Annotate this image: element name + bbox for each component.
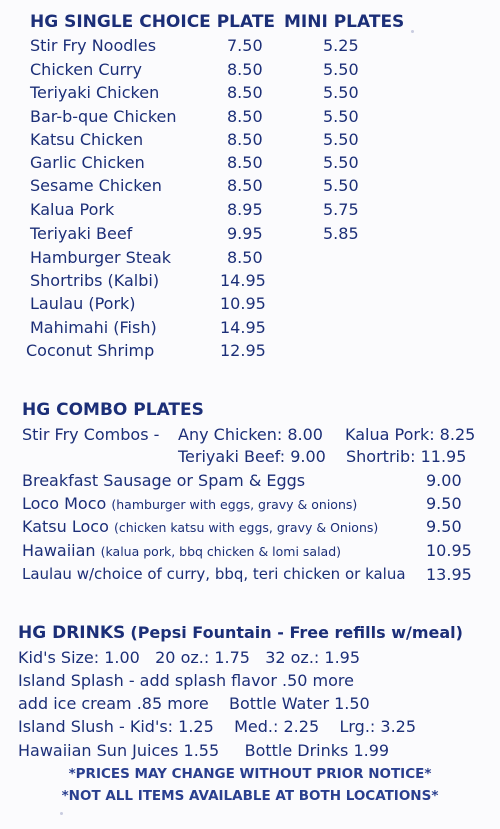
menu-item-price: 8.50 [227, 60, 263, 79]
single-plate-heading: HG SINGLE CHOICE PLATE [30, 12, 276, 32]
combo-item-price: 9.00 [426, 471, 462, 490]
combo-item-name: Katsu Loco [22, 517, 109, 536]
stir-fry-combo-label: Stir Fry Combos - [22, 425, 160, 444]
menu-item-name: Shortribs (Kalbi) [30, 271, 160, 290]
mini-plate-price: 5.50 [323, 83, 359, 102]
mini-plates-heading: MINI PLATES [284, 12, 405, 32]
combo-item-description: (chicken katsu with eggs, gravy & Onions) [113, 520, 379, 535]
drinks-line: Island Slush - Kid's: 1.25 Med.: 2.25 Lrg.: 3.25 [18, 717, 417, 736]
combo-item [22, 494, 357, 513]
mini-plate-price: 5.50 [323, 176, 359, 195]
menu-item-name: Bar-b-que Chicken [30, 107, 177, 126]
menu-item-price: 8.50 [227, 176, 263, 195]
combo-item-price: 10.95 [426, 541, 472, 560]
combo-teriyaki-beef: Teriyaki Beef: 9.00 [178, 447, 326, 466]
scan-speck [60, 812, 63, 815]
mini-plate-price: 5.75 [323, 200, 359, 219]
menu-item-price: 8.50 [227, 83, 263, 102]
drinks-heading: HG DRINKS [18, 623, 126, 643]
menu-item-price: 8.50 [227, 153, 263, 172]
combo-shortrib: Shortrib: 11.95 [346, 447, 467, 466]
menu-item-price: 12.95 [220, 341, 266, 360]
menu-item-price: 8.50 [227, 130, 263, 149]
combo-item-description: (kalua pork, bbq chicken & lomi salad) [100, 544, 342, 559]
combo-item-name: Loco Moco [22, 494, 107, 513]
menu-item-price: 8.50 [227, 107, 263, 126]
price-change-notice: *PRICES MAY CHANGE WITHOUT PRIOR NOTICE* [68, 766, 432, 782]
menu-item-name: Hamburger Steak [30, 248, 172, 267]
combo-item [22, 541, 341, 560]
mini-plate-price: 5.25 [323, 36, 359, 55]
combo-item [22, 517, 378, 536]
menu-item-name: Kalua Pork [30, 200, 115, 219]
mini-plate-price: 5.50 [323, 107, 359, 126]
menu-item-name: Teriyaki Chicken [30, 83, 160, 102]
menu-item-name: Coconut Shrimp [26, 341, 155, 360]
combo-item-price: 13.95 [426, 565, 472, 584]
mini-plate-price: 5.50 [323, 60, 359, 79]
menu-item-name: Mahimahi (Fish) [30, 318, 157, 337]
mini-plate-price: 5.50 [323, 153, 359, 172]
menu-item-name: Teriyaki Beef [30, 224, 133, 243]
combo-kalua-pork: Kalua Pork: 8.25 [345, 425, 476, 444]
menu-item-name: Sesame Chicken [30, 176, 162, 195]
menu-item-name: Garlic Chicken [30, 153, 145, 172]
drinks-subtitle: (Pepsi Fountain - Free refills w/meal) [130, 623, 463, 642]
drinks-line: Hawaiian Sun Juices 1.55 Bottle Drinks 1.99 [18, 741, 390, 760]
mini-plate-price: 5.85 [323, 224, 359, 243]
menu-item-price: 7.50 [227, 36, 263, 55]
menu-item-name: Stir Fry Noodles [30, 36, 157, 55]
menu-item-price: 10.95 [220, 294, 266, 313]
combo-item-price: 9.50 [426, 517, 462, 536]
drinks-line: add ice cream .85 more Bottle Water 1.50 [18, 694, 370, 713]
menu-item-name: Laulau (Pork) [30, 294, 136, 313]
drinks-line: Island Splash - add splash flavor .50 more [18, 671, 354, 690]
combo-any-chicken: Any Chicken: 8.00 [178, 425, 323, 444]
drinks-heading-row [18, 623, 463, 643]
combo-item-name: Laulau w/choice of curry, bbq, teri chicken or kalua [22, 565, 406, 583]
combo-item-description: (hamburger with eggs, gravy & onions) [111, 497, 358, 512]
menu-item-price: 8.95 [227, 200, 263, 219]
mini-plate-price: 5.50 [323, 130, 359, 149]
menu-item-price: 8.50 [227, 248, 263, 267]
menu-item-name: Chicken Curry [30, 60, 142, 79]
menu-item-price: 14.95 [220, 318, 266, 337]
combo-item-name: Hawaiian [22, 541, 96, 560]
drinks-line: Kid's Size: 1.00 20 oz.: 1.75 32 oz.: 1.95 [18, 648, 361, 667]
scan-speck [411, 30, 414, 33]
menu-item-price: 14.95 [220, 271, 266, 290]
combo-item-name: Breakfast Sausage or Spam & Eggs [22, 471, 306, 490]
availability-notice: *NOT ALL ITEMS AVAILABLE AT BOTH LOCATIONS* [61, 788, 439, 804]
combo-plates-heading: HG COMBO PLATES [22, 400, 204, 420]
menu-item-price: 9.95 [227, 224, 263, 243]
combo-item-price: 9.50 [426, 494, 462, 513]
menu-item-name: Katsu Chicken [30, 130, 144, 149]
